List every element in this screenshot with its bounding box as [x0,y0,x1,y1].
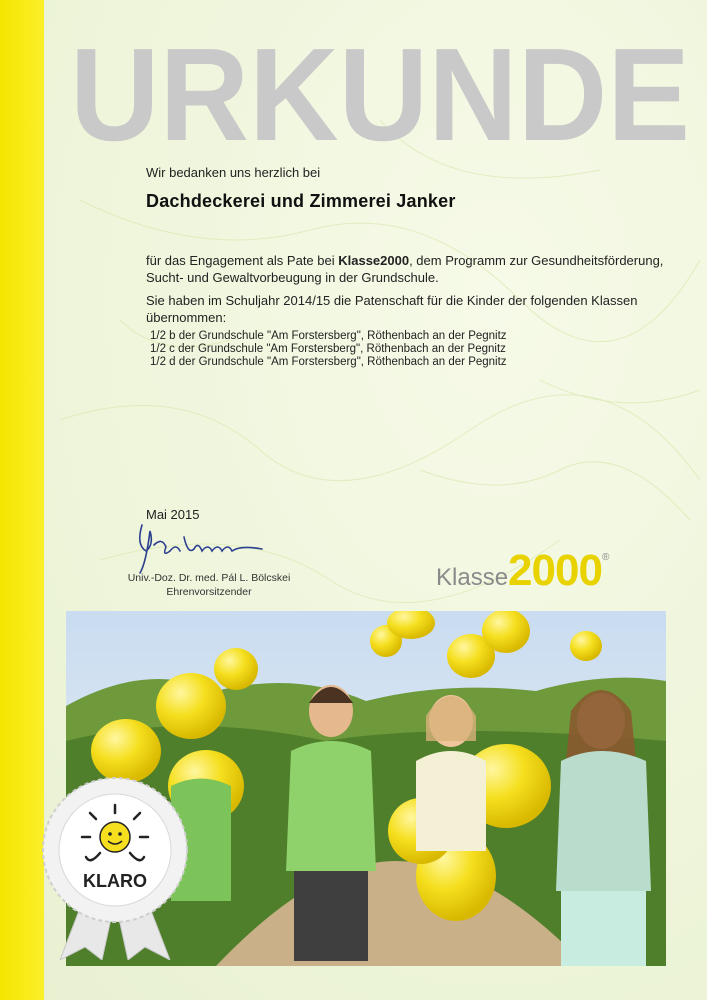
badge-label: KLARO [83,871,147,891]
class-item: 1/2 b der Grundschule "Am Forstersberg", Röthenbach an der Pegnitz [150,330,507,342]
yellow-side-strip [0,0,44,1000]
class-list [150,330,507,369]
engagement-paragraph [146,252,666,286]
logo-number: 2000 [508,546,602,595]
title-text: URKUNDE [70,22,690,152]
patronage-paragraph: Sie haben im Schuljahr 2014/15 die Patenschaft für die Kinder der folgenden Klassen übernommen: [146,293,638,325]
class-item: 1/2 c der Grundschule "Am Forstersberg", Röthenbach an der Pegnitz [150,343,506,355]
registered-mark: ® [601,552,610,563]
signature-image [132,515,272,575]
title-urkunde [60,22,700,152]
recipient-name: Dachdeckerei und Zimmerei Janker [146,191,456,211]
klasse2000-logo [436,546,609,596]
paragraph1-prefix: für das Engagement als Pate bei [146,253,339,268]
signer-role: Ehrenvorsitzender [166,586,252,598]
date-line: Mai 2015 [146,507,200,522]
thanks-line: Wir bedanken uns herzlich bei [146,165,321,180]
class-item: 1/2 d der Grundschule "Am Forstersberg", Röthenbach an der Pegnitz [150,356,507,368]
signer-name: Univ.-Doz. Dr. med. Pál L. Bölcskei [127,572,291,584]
signer-block [119,571,299,599]
program-name: Klasse2000 [338,253,410,268]
klaro-rosette-badge [40,775,190,960]
logo-word: Klasse [436,564,509,591]
paragraph1-suffix: , dem Programm zur Gesundheitsförderung, Sucht- und Gewaltvorbeugung in der Grundschule. [146,253,664,285]
